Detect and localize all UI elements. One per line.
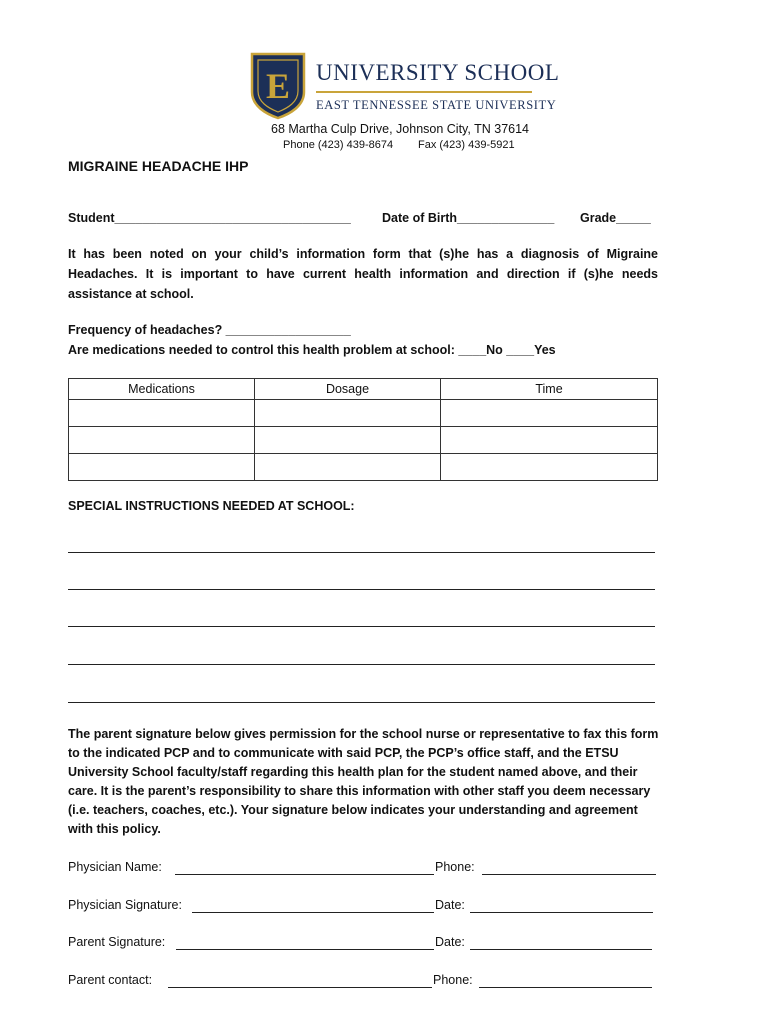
table-header-row [69, 379, 658, 400]
special-instructions-heading: SPECIAL INSTRUCTIONS NEEDED AT SCHOOL: [68, 499, 355, 513]
university-school-shield-logo [250, 52, 306, 120]
logo-divider [316, 91, 532, 93]
physician-signature-label: Physician Signature: [68, 898, 182, 912]
school-phone: Phone (423) 439-8674 [283, 139, 394, 151]
form-title: MIGRAINE HEADACHE IHP [68, 158, 249, 174]
parent-date-line[interactable] [470, 949, 652, 950]
school-name: UNIVERSITY SCHOOL [316, 60, 560, 85]
school-fax: Fax (423) 439-5921 [418, 139, 515, 151]
date-of-birth-field[interactable]: Date of Birth______________ [382, 211, 555, 225]
parent-date-label: Date: [435, 935, 465, 949]
school-subtitle: EAST TENNESSEE STATE UNIVERSITY [316, 98, 557, 112]
dosage-header: Dosage [255, 379, 441, 400]
instruction-line[interactable] [68, 702, 655, 703]
physician-phone-line[interactable] [482, 874, 656, 875]
table-cell[interactable] [69, 454, 255, 481]
student-field[interactable]: Student__________________________________ [68, 211, 351, 225]
parent-contact-label: Parent contact: [68, 973, 153, 987]
table-row [69, 427, 658, 454]
physician-date-label: Date: [435, 898, 465, 912]
physician-phone-label: Phone: [435, 860, 475, 874]
medications-table [68, 378, 658, 481]
parent-contact-line[interactable] [168, 987, 432, 988]
table-cell[interactable] [441, 427, 658, 454]
physician-signature-line[interactable] [192, 912, 434, 913]
logo-letter: E [265, 66, 291, 106]
table-cell[interactable] [255, 454, 441, 481]
physician-name-label: Physician Name: [68, 860, 162, 874]
instruction-line[interactable] [68, 552, 655, 553]
instruction-line[interactable] [68, 589, 655, 590]
headache-frequency-field[interactable]: Frequency of headaches? __________________ [68, 323, 351, 337]
time-header: Time [441, 379, 658, 400]
parent-signature-line[interactable] [176, 949, 434, 950]
table-cell[interactable] [69, 427, 255, 454]
medications-needed-question[interactable]: Are medications needed to control this health problem at school: ____No ____Yes [68, 343, 556, 357]
parent-phone-label: Phone: [433, 973, 473, 987]
table-cell[interactable] [255, 427, 441, 454]
medications-header: Medications [69, 379, 255, 400]
parent-signature-label: Parent Signature: [68, 935, 166, 949]
table-row [69, 454, 658, 481]
table-cell[interactable] [441, 400, 658, 427]
consent-paragraph: The parent signature below gives permission for the school nurse or representative to fax this form to the indicated PCP and to communicate with said PCP, the PCP’s office staff, and the ETSU University School faculty/staff regarding this health plan for the student named above, and their care. It is the parent’s responsibility to share this information with other staff you deem necessary (i.e. teachers, coaches, etc.). Your signature below indicates your understanding and agreement with this policy. [68, 727, 659, 836]
table-cell[interactable] [255, 400, 441, 427]
instruction-line[interactable] [68, 626, 655, 627]
grade-field[interactable]: Grade_____ [580, 211, 651, 225]
table-row [69, 400, 658, 427]
physician-name-line[interactable] [175, 874, 434, 875]
intro-paragraph: It has been noted on your child’s information form that (s)he has a diagnosis of Migraine Headaches. It is important to have current health information and direction if (s)he needs assistance at school. [68, 247, 658, 301]
table-cell[interactable] [441, 454, 658, 481]
table-cell[interactable] [69, 400, 255, 427]
parent-phone-line[interactable] [479, 987, 652, 988]
physician-date-line[interactable] [470, 912, 653, 913]
school-address: 68 Martha Culp Drive, Johnson City, TN 37614 [271, 122, 529, 136]
instruction-line[interactable] [68, 664, 655, 665]
